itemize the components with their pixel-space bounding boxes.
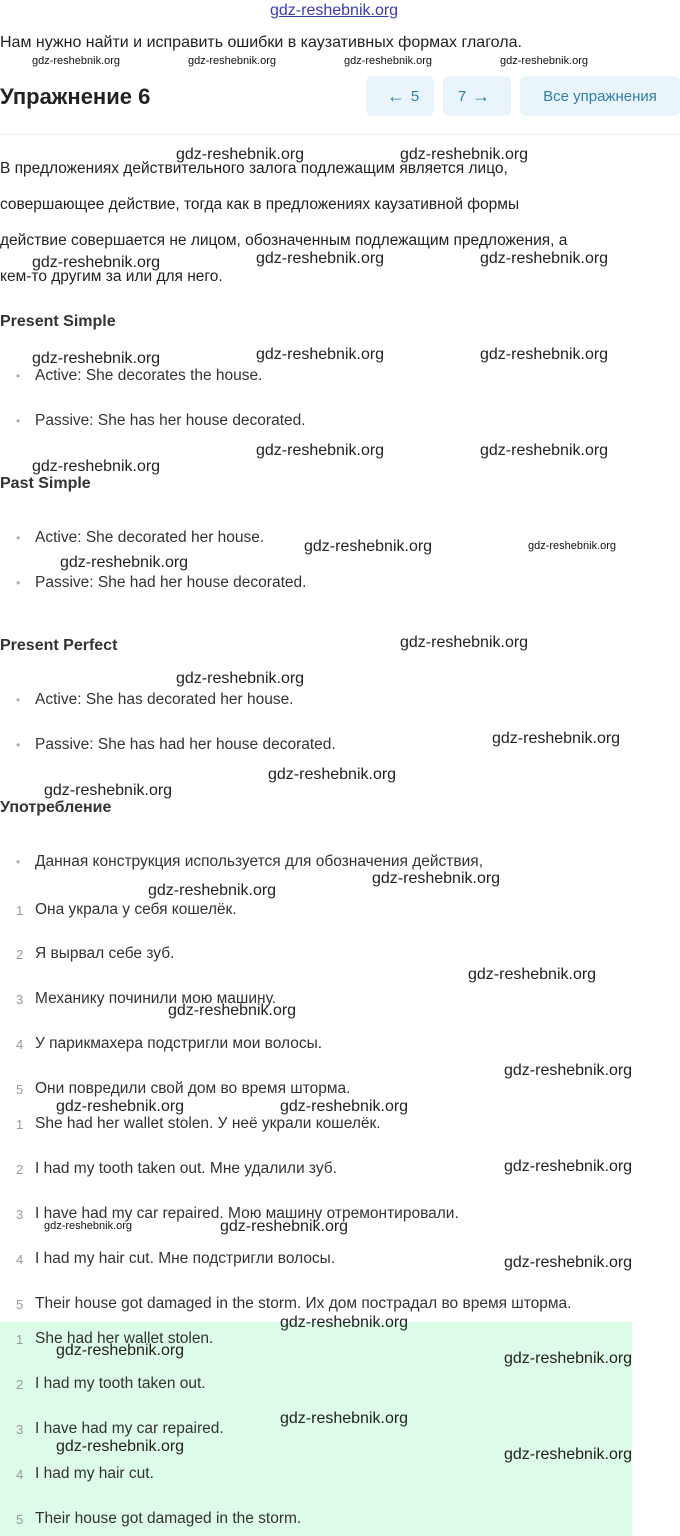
watermark: gdz-reshebnik.org (44, 782, 173, 799)
watermark: gdz-reshebnik.org (504, 1062, 633, 1079)
item-text: I had my hair cut. Мне подстригли волосы. (35, 1250, 336, 1267)
watermark: gdz-reshebnik.org (148, 882, 277, 899)
arrow-right-icon: → (472, 85, 491, 106)
list-item-text: Passive: She had her house decorated. (35, 574, 307, 591)
list-item (16, 853, 483, 871)
watermark: gdz-reshebnik.org (480, 346, 609, 363)
explanation-line: совершающее действие, тогда как в предложениях каузативной формы (0, 196, 520, 213)
prev-exercise-label: 5 (410, 87, 420, 105)
item-text: I have had my car repaired. Мою машину отремонтировали. (35, 1205, 459, 1222)
item-number: 1 (16, 1332, 24, 1347)
numbered-item (0, 1080, 350, 1098)
section-heading: Present Perfect (0, 637, 118, 654)
watermark: gdz-reshebnik.org (372, 870, 501, 887)
item-text: I had my hair cut. (35, 1465, 154, 1482)
list-item (16, 529, 264, 547)
item-number: 3 (16, 1207, 24, 1222)
item-number: 1 (16, 1117, 24, 1132)
explanation-line: В предложениях действительного залога подлежащим является лицо, (0, 160, 508, 177)
watermark: gdz-reshebnik.org (256, 250, 385, 267)
item-number: 2 (16, 947, 24, 962)
item-text: I have had my car repaired. (35, 1420, 224, 1437)
watermark: gdz-reshebnik.org (492, 730, 621, 747)
watermark: gdz-reshebnik.org (176, 146, 305, 163)
watermark: gdz-reshebnik.org (32, 55, 121, 67)
watermark: gdz-reshebnik.org (256, 346, 385, 363)
answer-item (0, 1375, 206, 1393)
watermark: gdz-reshebnik.org (504, 1254, 633, 1271)
watermark: gdz-reshebnik.org (32, 350, 161, 367)
item-text: She had her wallet stolen. (35, 1330, 214, 1347)
next-exercise-button[interactable] (443, 76, 511, 116)
list-item (16, 367, 262, 385)
numbered-item (0, 1160, 337, 1178)
watermark: gdz-reshebnik.org (504, 1446, 633, 1463)
item-number: 4 (16, 1252, 24, 1267)
item-number: 5 (16, 1512, 24, 1527)
watermark: gdz-reshebnik.org (168, 1002, 297, 1019)
numbered-item (0, 945, 174, 963)
list-item (16, 691, 294, 709)
section-heading: Употребление (0, 799, 112, 816)
all-exercises-label: Все упражнения (543, 87, 657, 105)
list-item-text: Active: She decorated her house. (35, 529, 265, 546)
watermark: gdz-reshebnik.org (504, 1158, 633, 1175)
explanation-line: кем-то другим за или для него. (0, 268, 223, 285)
list-item (16, 736, 336, 754)
watermark: gdz-reshebnik.org (44, 1220, 133, 1232)
section-heading: Present Simple (0, 313, 116, 330)
watermark: gdz-reshebnik.org (468, 966, 597, 983)
watermark: gdz-reshebnik.org (400, 146, 529, 163)
watermark: gdz-reshebnik.org (268, 766, 397, 783)
watermark: gdz-reshebnik.org (280, 1314, 409, 1331)
item-text: I had my tooth taken out. (35, 1375, 206, 1392)
item-text: Она украла у себя кошелёк. (35, 901, 237, 918)
answer-item (0, 1510, 301, 1528)
watermark: gdz-reshebnik.org (280, 1098, 409, 1115)
list-item-text: Данная конструкция используется для обозначения действия, (35, 853, 484, 870)
section-heading: Past Simple (0, 475, 91, 492)
answer-item (0, 1465, 154, 1483)
item-text: Their house got damaged in the storm. Их дом пострадал во время шторма. (35, 1295, 572, 1312)
item-number: 3 (16, 1422, 24, 1437)
answer-item (0, 1420, 224, 1438)
site-link[interactable]: gdz-reshebnik.org (270, 2, 399, 19)
item-text: Механику починили мою машину. (35, 990, 277, 1007)
numbered-item (0, 1035, 322, 1053)
item-number: 1 (16, 903, 24, 918)
list-item (16, 412, 306, 430)
watermark: gdz-reshebnik.org (32, 254, 161, 271)
watermark: gdz-reshebnik.org (56, 1438, 185, 1455)
watermark: gdz-reshebnik.org (32, 458, 161, 475)
watermark: gdz-reshebnik.org (220, 1218, 349, 1235)
watermark: gdz-reshebnik.org (480, 442, 609, 459)
item-number: 5 (16, 1082, 24, 1097)
list-item-text: Passive: She has her house decorated. (35, 412, 306, 429)
item-number: 4 (16, 1037, 24, 1052)
watermark: gdz-reshebnik.org (504, 1350, 633, 1367)
watermark: gdz-reshebnik.org (60, 554, 189, 571)
watermark: gdz-reshebnik.org (56, 1342, 185, 1359)
intro-text: Нам нужно найти и исправить ошибки в каузативных формах глагола. (0, 34, 522, 51)
item-number: 4 (16, 1467, 24, 1482)
item-number: 2 (16, 1377, 24, 1392)
numbered-item (0, 1115, 381, 1133)
arrow-left-icon: ← (386, 85, 405, 106)
item-text: She had her wallet stolen. У неё украли кошелёк. (35, 1115, 381, 1132)
watermark: gdz-reshebnik.org (344, 55, 433, 67)
next-exercise-label: 7 (457, 87, 467, 105)
numbered-item (0, 1250, 335, 1268)
watermark: gdz-reshebnik.org (304, 538, 433, 555)
watermark: gdz-reshebnik.org (528, 540, 617, 552)
item-text: I had my tooth taken out. Мне удалили зуб. (35, 1160, 337, 1177)
item-text: Я вырвал себе зуб. (35, 945, 175, 962)
item-number: 5 (16, 1297, 24, 1312)
watermark: gdz-reshebnik.org (256, 442, 385, 459)
watermark: gdz-reshebnik.org (176, 670, 305, 687)
page-title: Упражнение 6 (0, 84, 151, 109)
list-item (16, 574, 306, 592)
numbered-item (0, 901, 237, 919)
item-text: Their house got damaged in the storm. (35, 1510, 302, 1527)
item-number: 2 (16, 1162, 24, 1177)
all-exercises-button[interactable] (520, 76, 680, 116)
watermark: gdz-reshebnik.org (480, 250, 609, 267)
list-item-text: Passive: She has had her house decorated. (35, 736, 336, 753)
numbered-item (0, 1295, 571, 1313)
item-number: 3 (16, 992, 24, 1007)
item-text: У парикмахера подстригли мои волосы. (35, 1035, 323, 1052)
list-item-text: Active: She decorates the house. (35, 367, 263, 384)
explanation-line: действие совершается не лицом, обозначенным подлежащим предложения, а (0, 232, 568, 249)
watermark: gdz-reshebnik.org (400, 634, 529, 651)
item-text: Они повредили свой дом во время шторма. (35, 1080, 351, 1097)
watermark: gdz-reshebnik.org (188, 55, 277, 67)
watermark: gdz-reshebnik.org (280, 1410, 409, 1427)
watermark: gdz-reshebnik.org (56, 1098, 185, 1115)
watermark: gdz-reshebnik.org (500, 55, 589, 67)
prev-exercise-button[interactable] (366, 76, 434, 116)
list-item-text: Active: She has decorated her house. (35, 691, 294, 708)
